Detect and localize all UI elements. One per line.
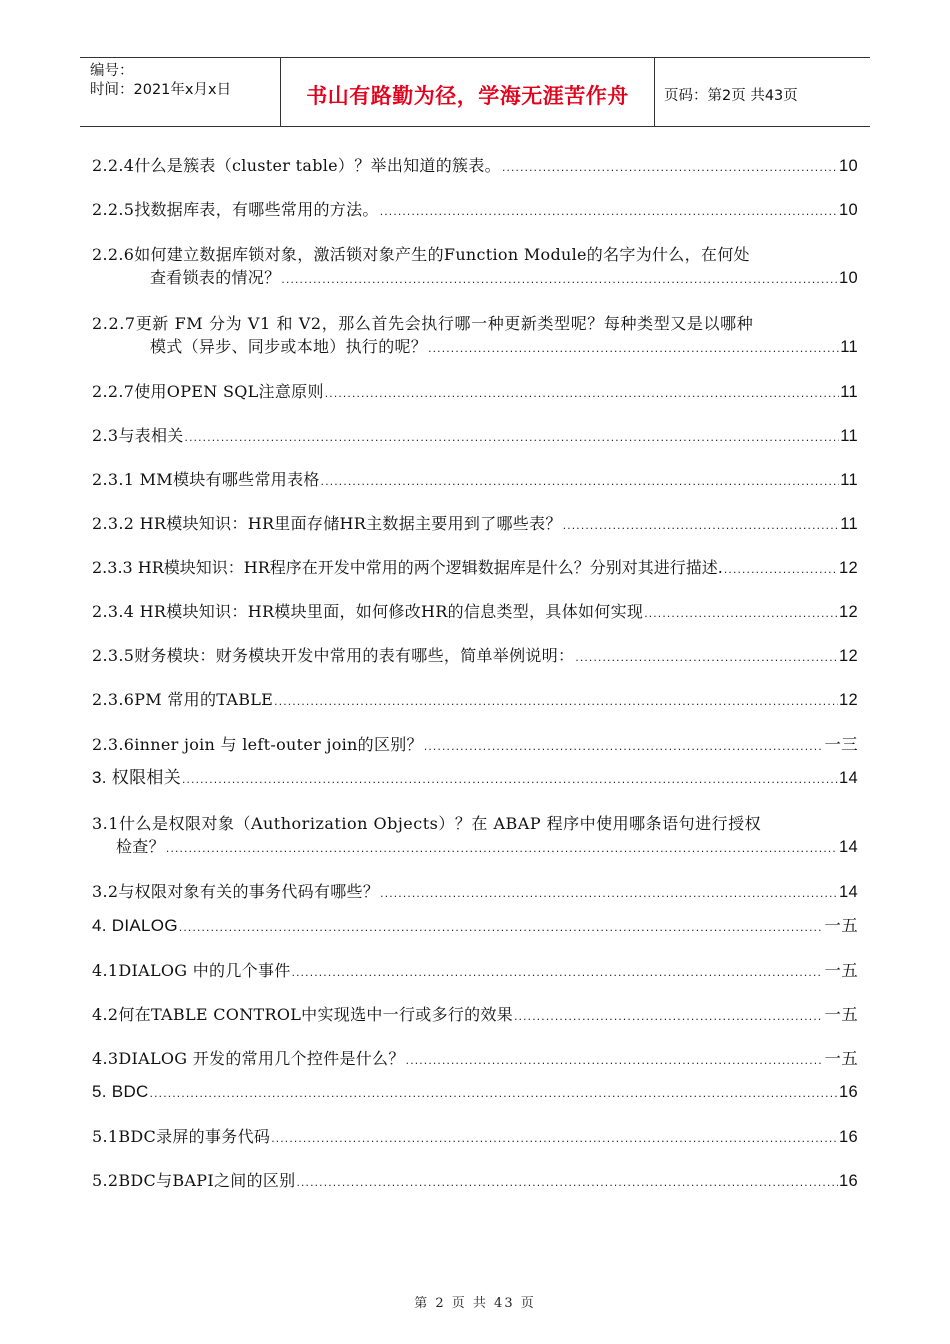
toc-entry-title: 3. 权限相关 [92,768,182,787]
toc-entry-title-cont: 检查？ [116,837,165,856]
toc-leader-dots [575,646,838,669]
toc-entry[interactable] [92,1047,858,1072]
toc-entry-title: 2.2.4什么是簇表（cluster table）？举出知道的簇表。 [92,156,501,175]
toc-leader-dots [271,1127,838,1150]
toc-entry-title: 4.3DIALOG 开发的常用几个控件是什么？ [92,1049,405,1068]
toc-entry-title: 3.1什么是权限对象（Authorization Objects）？在 ABAP 程序中使用哪条语句进行授权 [92,814,762,833]
document-number-label: 编号： [90,63,134,79]
toc-entry-title: 5. BDC [92,1082,149,1101]
toc-leader-dots [166,837,838,860]
toc-entry-title: 2.3.1 MM模块有哪些常用表格 [92,470,320,489]
toc-entry-title: 4. DIALOG [92,916,178,935]
toc-leader-dots [325,382,840,405]
toc-entry-title-cont: 查看锁表的情况？ [150,268,281,287]
toc-leader-dots [150,1082,838,1105]
toc-leader-dots [424,735,824,758]
toc-leader-dots [406,1049,824,1072]
toc-leader-dots [380,882,838,905]
toc-entry-page: 11 [840,515,858,533]
toc-entry[interactable] [92,766,858,791]
toc-entry-title: 2.3.6inner join 与 left-outer join的区别？ [92,735,423,754]
toc-entry-title: 5.1BDC录屏的事务代码 [92,1127,271,1146]
toc-entry-title: 2.3.4 HR模块知识：HR模块里面，如何修改HR的信息类型，具体如何实现 [92,602,644,621]
toc-entry[interactable] [92,1003,858,1028]
toc-leader-dots [644,602,838,625]
toc-leader-dots [380,200,838,223]
toc-entry-page: 12 [839,603,858,621]
document-time-label: 时间：2021年x月x日 [90,82,232,98]
toc-leader-dots [292,961,824,984]
toc-entry-page: 一五 [824,916,858,935]
toc-entry-page: 一五 [824,961,858,980]
toc-leader-dots [296,1171,838,1194]
toc-entry[interactable] [92,600,858,625]
toc-entry-title: 5.2BDC与BAPI之间的区别 [92,1171,296,1190]
toc-leader-dots [179,916,824,939]
toc-entry[interactable] [92,644,858,669]
header-divider [654,58,655,126]
toc-entry[interactable] [92,556,858,581]
toc-entry-page: 16 [839,1128,858,1146]
toc-entry-page: 一五 [824,1005,858,1024]
toc-entry[interactable] [92,959,858,984]
toc-entry-page: 16 [839,1083,858,1101]
toc-leader-dots [502,156,838,179]
toc-entry-page: 12 [839,559,858,577]
toc-entry[interactable] [92,880,858,905]
toc-entry-page: 10 [839,201,858,219]
toc-leader-dots [185,426,840,449]
toc-entry-title: 2.3.6PM 常用的TABLE [92,690,274,709]
toc-entry-title: 2.3.2 HR模块知识：HR里面存储HR主数据主要用到了哪些表？ [92,514,562,533]
toc-entry[interactable] [92,512,858,537]
header-meta [90,62,280,100]
toc-leader-dots [281,268,838,291]
toc-entry-page: 11 [840,427,858,445]
toc-entry-page: 14 [839,883,858,901]
toc-entry-page: 10 [839,269,858,287]
toc-entry-page: 11 [840,383,858,401]
toc-entry-title: 2.3.5财务模块：财务模块开发中常用的表有哪些，简单举例说明： [92,646,575,665]
header-motto: 书山有路勤为径，学海无涯苦作舟 [306,84,629,108]
toc-entry[interactable] [92,380,858,405]
toc-entry[interactable] [92,688,858,713]
toc-entry[interactable] [92,812,858,860]
toc-entry[interactable] [92,468,858,493]
toc-leader-dots [563,514,840,537]
toc-entry-title: 3.2与权限对象有关的事务代码有哪些？ [92,882,380,901]
toc-entry-page: 16 [839,1172,858,1190]
toc-entry[interactable] [92,733,858,758]
toc-entry[interactable] [92,243,858,291]
toc-entry[interactable] [92,312,858,360]
toc-entry-page: 一三 [824,735,858,754]
toc-entry[interactable] [92,1125,858,1150]
page-header [80,57,870,127]
page-footer: 第 2 页 共 43 页 [414,1296,536,1311]
toc-entry-page: 11 [840,471,858,489]
toc-entry[interactable] [92,198,858,223]
toc-entry-title: 2.2.7更新 FM 分为 V1 和 V2，那么首先会执行哪一种更新类型呢？每种类型又是以哪种 [92,314,754,333]
toc-leader-dots [321,470,840,493]
toc-entry-title: 2.2.5找数据库表，有哪些常用的方法。 [92,200,379,219]
toc-leader-dots [182,768,838,791]
toc-entry-title: 4.1DIALOG 中的几个事件 [92,961,291,980]
toc-leader-dots [724,558,838,581]
header-page-number: 页码：第2页 共43页 [664,88,798,104]
toc-leader-dots [514,1005,823,1028]
toc-leader-dots [274,690,838,713]
toc-entry-title: 2.2.7使用OPEN SQL注意原则 [92,382,324,401]
toc-leader-dots [428,337,839,360]
toc-entry-page: 11 [840,338,858,356]
toc-entry-title: 4.2何在TABLE CONTROL中实现选中一行或多行的效果 [92,1005,514,1024]
toc-entry-title: 2.3.3 HR模块知识：HR程序在开发中常用的两个逻辑数据库是什么？分别对其进行描述. [92,558,723,577]
toc-entry-page: 10 [839,157,858,175]
toc-entry[interactable] [92,914,858,939]
toc-entry[interactable] [92,154,858,179]
toc-entry-title-cont: 模式（异步、同步或本地）执行的呢？ [150,337,428,356]
toc-entry[interactable] [92,1080,858,1105]
toc-entry-page: 一五 [824,1049,858,1068]
toc-entry-title: 2.2.6如何建立数据库锁对象，激活锁对象产生的Function Module的名字为什么，在何处 [92,245,750,264]
toc-entry[interactable] [92,424,858,449]
toc-entry-page: 12 [839,647,858,665]
toc-entry[interactable] [92,1169,858,1194]
toc-entry-page: 12 [839,691,858,709]
toc-entry-title: 2.3与表相关 [92,426,184,445]
toc-entry-page: 14 [839,769,858,787]
toc-entry-page: 14 [839,838,858,856]
